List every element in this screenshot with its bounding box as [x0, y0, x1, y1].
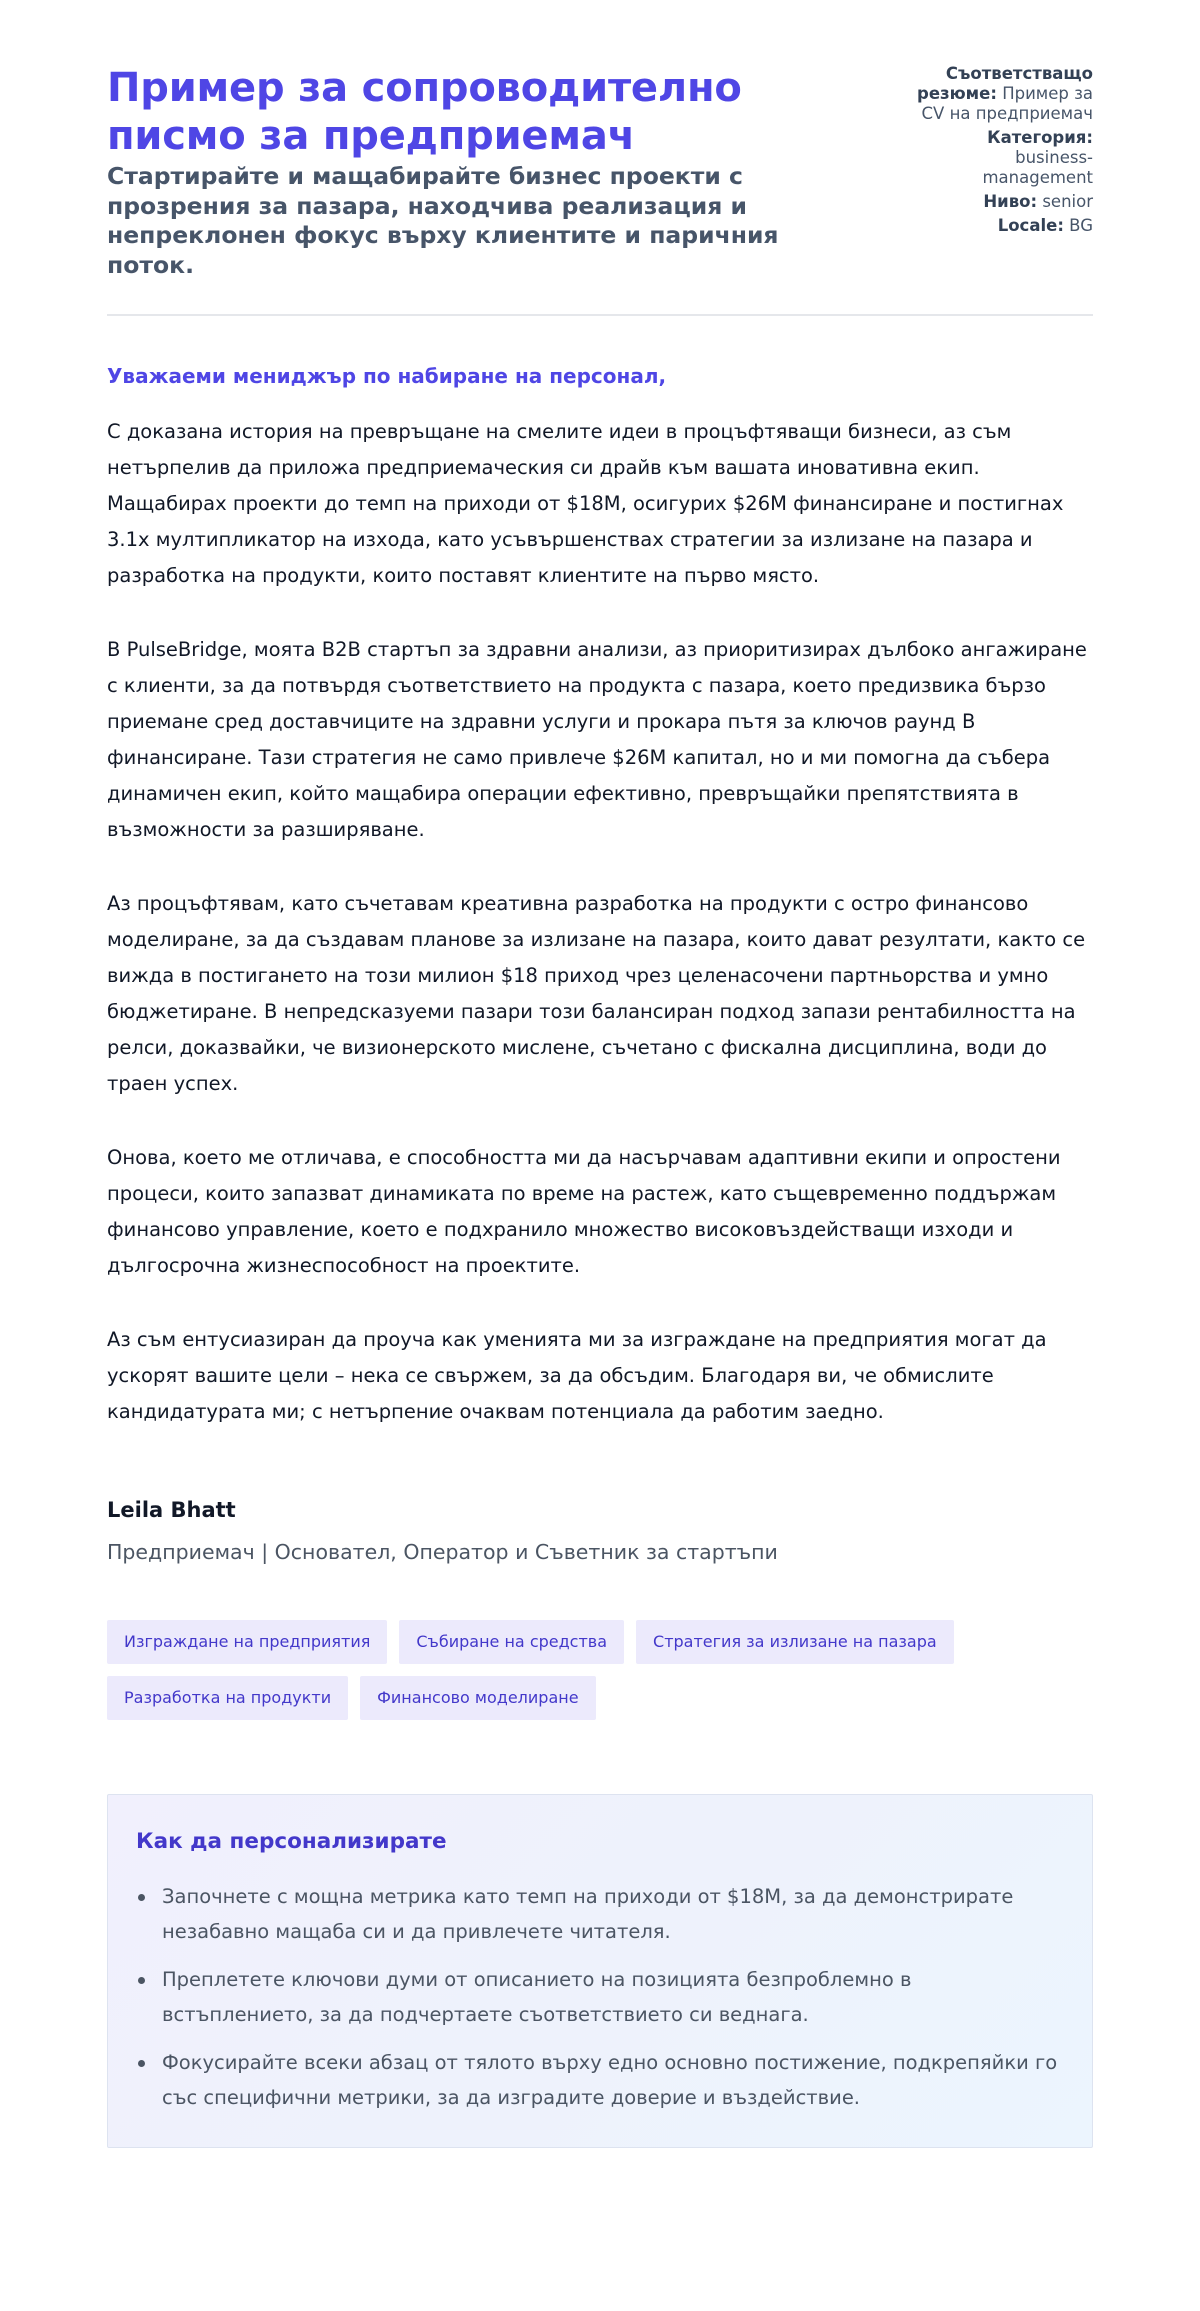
tip-text: Преплетете ключови думи от описанието на позицията безпроблемно в встъплението, за да подчертаете съответствието си веднага.	[162, 1968, 912, 2026]
signature-title: Предприемач | Основател, Оператор и Съветник за стартъпи	[107, 1540, 778, 1564]
meta-key: Ниво:	[983, 192, 1038, 211]
letter-paragraph: Аз съм ентусиазиран да проуча как уменията ми за изграждане на предприятия могат да ускорят вашите цели – нека се свържем, за да обсъдим. Благодаря ви, че обмислите кандидатурата ми; с нетърпение очаквам потенциала да работим заедно.	[107, 1328, 1047, 1423]
page-header	[107, 64, 1093, 316]
meta-category	[913, 128, 1093, 188]
bullet-icon	[138, 2060, 145, 2067]
meta-locale	[913, 216, 1093, 236]
skill-tag[interactable]: Разработка на продукти	[107, 1676, 348, 1720]
meta-value: BG	[1069, 216, 1093, 235]
letter-paragraph: В PulseBridge, моята B2B стартъп за здравни анализи, аз приоритизирах дълбоко ангажиране с клиенти, за да потвърдя съответствието на продукта с пазара, което предизвика бързо приемане сред доставчиците на здравни услуги и прокара пътя за ключов раунд B финансиране. Тази стратегия не само привлече $26M капитал, но и ми помогна да събера динамичен екип, който мащабира операции ефективно, превръщайки препятствията в възможности за разширяване.	[107, 638, 1087, 841]
skill-tag[interactable]: Финансово моделиране	[360, 1676, 595, 1720]
meta-panel	[913, 64, 1093, 240]
page-subtitle: Стартирайте и мащабирайте бизнес проекти с прозрения за пазара, находчива реализация и непреклонен фокус върху клиентите и паричния поток.	[107, 162, 779, 279]
tips-title: Как да персонализирате	[136, 1829, 447, 1854]
tips-list-item	[136, 2045, 1064, 2115]
tip-text: Фокусирайте всеки абзац от тялото върху едно основно постижение, подкрепяйки го със специфични метрики, за да изградите доверие и въздействие.	[162, 2051, 1058, 2109]
customization-tips-card	[107, 1794, 1093, 2148]
signature-name: Leila Bhatt	[107, 1498, 236, 1522]
meta-matching-resume	[913, 64, 1093, 124]
letter-paragraph: Аз процъфтявам, като съчетавам креативна разработка на продукти с остро финансово моделиране, за да създавам планове за излизане на пазара, които дават резултати, както се вижда в постигането на този милион $18 приход чрез целенасочени партньорства и умно бюджетиране. В непредсказуеми пазари този балансиран подход запази рентабилността на релси, доказвайки, че визионерското мислене, съчетано с фискална дисциплина, води до траен успех.	[107, 892, 1086, 1095]
header-titles	[107, 64, 827, 280]
letter-paragraph: Онова, което ме отличава, е способността ми да насърчавам адаптивни екипи и опростени процеси, които запазват динамиката по време на растеж, като същевременно поддържам финансово управление, което е подхранило множество високовъздействащи изходи и дългосрочна жизнеспособност на проектите.	[107, 1146, 1061, 1277]
letter-body	[107, 414, 1093, 1430]
tips-list-item	[136, 1879, 1064, 1949]
skill-tag[interactable]: Събиране на средства	[399, 1620, 624, 1664]
bullet-icon	[138, 1977, 145, 1984]
meta-value: senior	[1042, 192, 1093, 211]
meta-key: Locale:	[997, 216, 1064, 235]
meta-value: Пример за CV на предприемач	[921, 84, 1093, 123]
tips-list-item	[136, 1962, 1064, 2032]
letter-salutation: Уважаеми мениджър по набиране на персонал,	[107, 364, 667, 388]
page-title: Пример за сопроводително писмо за предприемач	[107, 65, 742, 159]
meta-key: Съответстващо резюме:	[917, 64, 1093, 103]
skill-tag[interactable]: Стратегия за излизане на пазара	[636, 1620, 954, 1664]
bullet-icon	[138, 1894, 145, 1901]
signature-block	[107, 1496, 1093, 1566]
letter-paragraph: С доказана история на превръщане на смелите идеи в процъфтяващи бизнеси, аз съм нетърпелив да приложа предприемаческия си драйв към вашата иновативна екип. Мащабирах проекти до темп на приходи от $18M, осигурих $26M финансиране и постигнах 3.1x мултипликатор на изхода, като усъвършенствах стратегии за излизане на пазара и разработка на продукти, които поставят клиентите на първо място.	[107, 420, 1064, 587]
skill-tag[interactable]: Изграждане на предприятия	[107, 1620, 387, 1664]
tips-list	[136, 1879, 1064, 2115]
meta-level	[913, 192, 1093, 212]
skill-tags	[107, 1620, 1067, 1720]
meta-key: Категория:	[987, 128, 1093, 147]
tip-text: Започнете с мощна метрика като темп на приходи от $18M, за да демонстрирате незабавно мащаба си и да привлечете читателя.	[162, 1885, 1014, 1943]
meta-value: business-management	[982, 148, 1093, 187]
